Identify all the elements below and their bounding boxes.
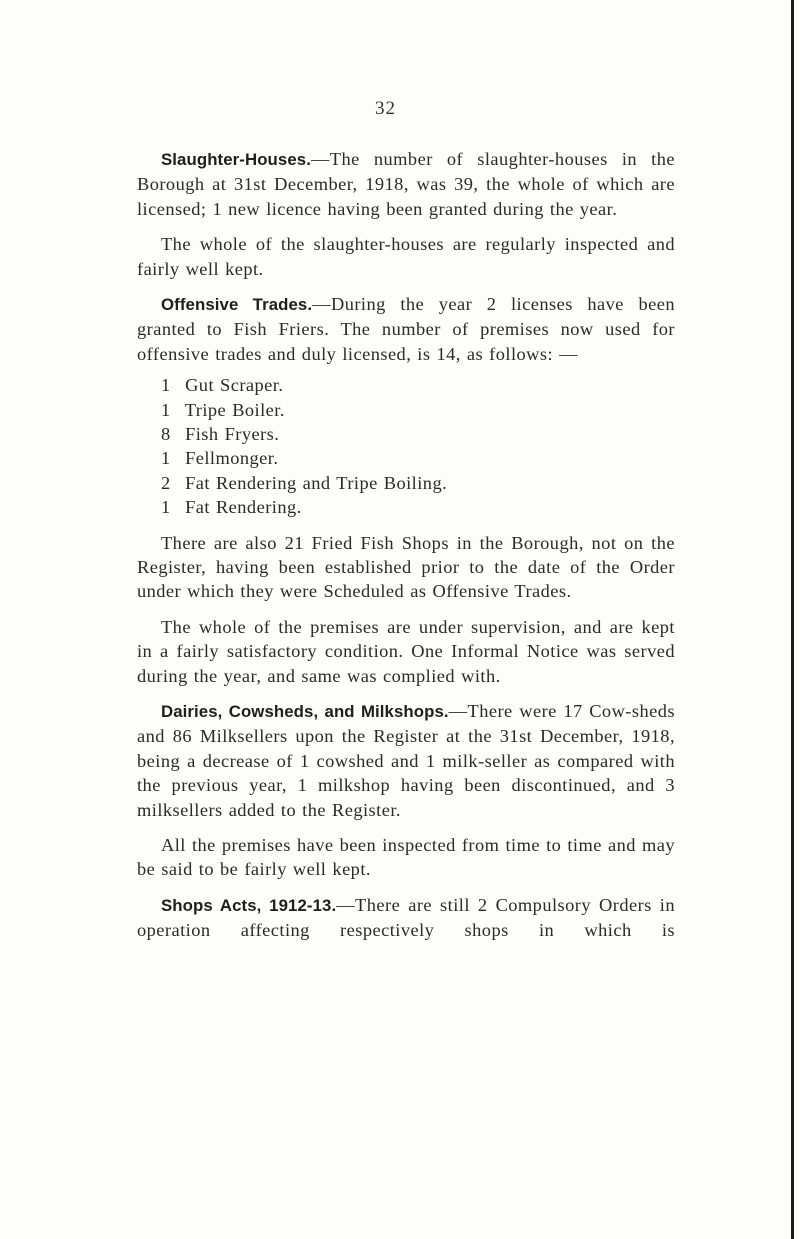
trade-count: 1 bbox=[161, 448, 171, 469]
dairies-body: —There were 17 Cow-sheds and 86 Milksellers upon the Register at the 31st December, 1918, being a decrease of 1 cowshed and 1 milk-seller as compared with the previous year, 1 milkshop having been discontinued, and 3 milksellers added to the Register. bbox=[137, 701, 675, 820]
shops-acts-body: —There are still 2 Compulsory Orders in operation affecting respectively shops in which is bbox=[137, 894, 675, 941]
trade-name: Fat Rendering and Tripe Boiling. bbox=[185, 472, 448, 493]
trade-count: 1 bbox=[161, 399, 171, 420]
trade-count: 1 bbox=[161, 497, 171, 518]
list-item bbox=[161, 373, 675, 397]
trade-name: Fellmonger. bbox=[185, 448, 279, 469]
page-edge-shadow bbox=[791, 0, 794, 1239]
slaughter-houses-paragraph bbox=[137, 147, 675, 221]
dairies-heading: Dairies, Cowsheds, and Milkshops. bbox=[161, 702, 449, 722]
trade-count: 8 bbox=[161, 424, 171, 445]
slaughter-houses-heading: Slaughter-Houses. bbox=[161, 150, 311, 169]
list-item bbox=[161, 398, 675, 422]
trade-count: 1 bbox=[161, 375, 171, 396]
premises-supervision-paragraph: The whole of the premises are under supervision, and are kept in a fairly satisfactory condition. One Informal Notice was served during the year, and same was complied with. bbox=[137, 616, 675, 686]
trade-count: 2 bbox=[161, 472, 171, 493]
list-item bbox=[161, 446, 675, 470]
slaughter-houses-inspection-paragraph: The whole of the slaughter-houses are regularly inspected and fairly well kept. bbox=[137, 234, 675, 279]
dairies-paragraph bbox=[137, 699, 675, 822]
trade-name: Gut Scraper. bbox=[185, 375, 284, 396]
list-item bbox=[161, 495, 675, 519]
offensive-trades-list bbox=[137, 373, 675, 519]
shops-acts-heading: Shops Acts, 1912-13. bbox=[161, 895, 337, 915]
dairies-inspection-paragraph: All the premises have been inspected from time to time and may be said to be fairly well kept. bbox=[137, 835, 675, 880]
trade-name: Tripe Boiler. bbox=[184, 399, 285, 420]
list-item bbox=[161, 422, 675, 446]
trade-name: Fat Rendering. bbox=[185, 497, 302, 518]
trade-name: Fish Fryers. bbox=[185, 424, 280, 445]
page-number: 32 bbox=[375, 98, 396, 119]
offensive-trades-body: —During the year 2 licenses have been granted to Fish Friers. The number of premises now used for offensive trades and duly licensed, is 14, as follows: — bbox=[137, 294, 675, 364]
slaughter-houses-body: —The number of slaughter-houses in the Borough at 31st December, 1918, was 39, the whole of which are licensed; 1 new licence having been granted during the year. bbox=[137, 149, 675, 219]
shops-acts-paragraph bbox=[137, 893, 675, 943]
list-item bbox=[161, 471, 675, 495]
offensive-trades-paragraph bbox=[137, 292, 675, 366]
fried-fish-shops-paragraph: There are also 21 Fried Fish Shops in the Borough, not on the Register, having been established prior to the date of the Order under which they were Scheduled as Offensive Trades. bbox=[137, 532, 675, 602]
offensive-trades-heading: Offensive Trades. bbox=[161, 295, 313, 315]
report-text-column bbox=[137, 147, 675, 943]
